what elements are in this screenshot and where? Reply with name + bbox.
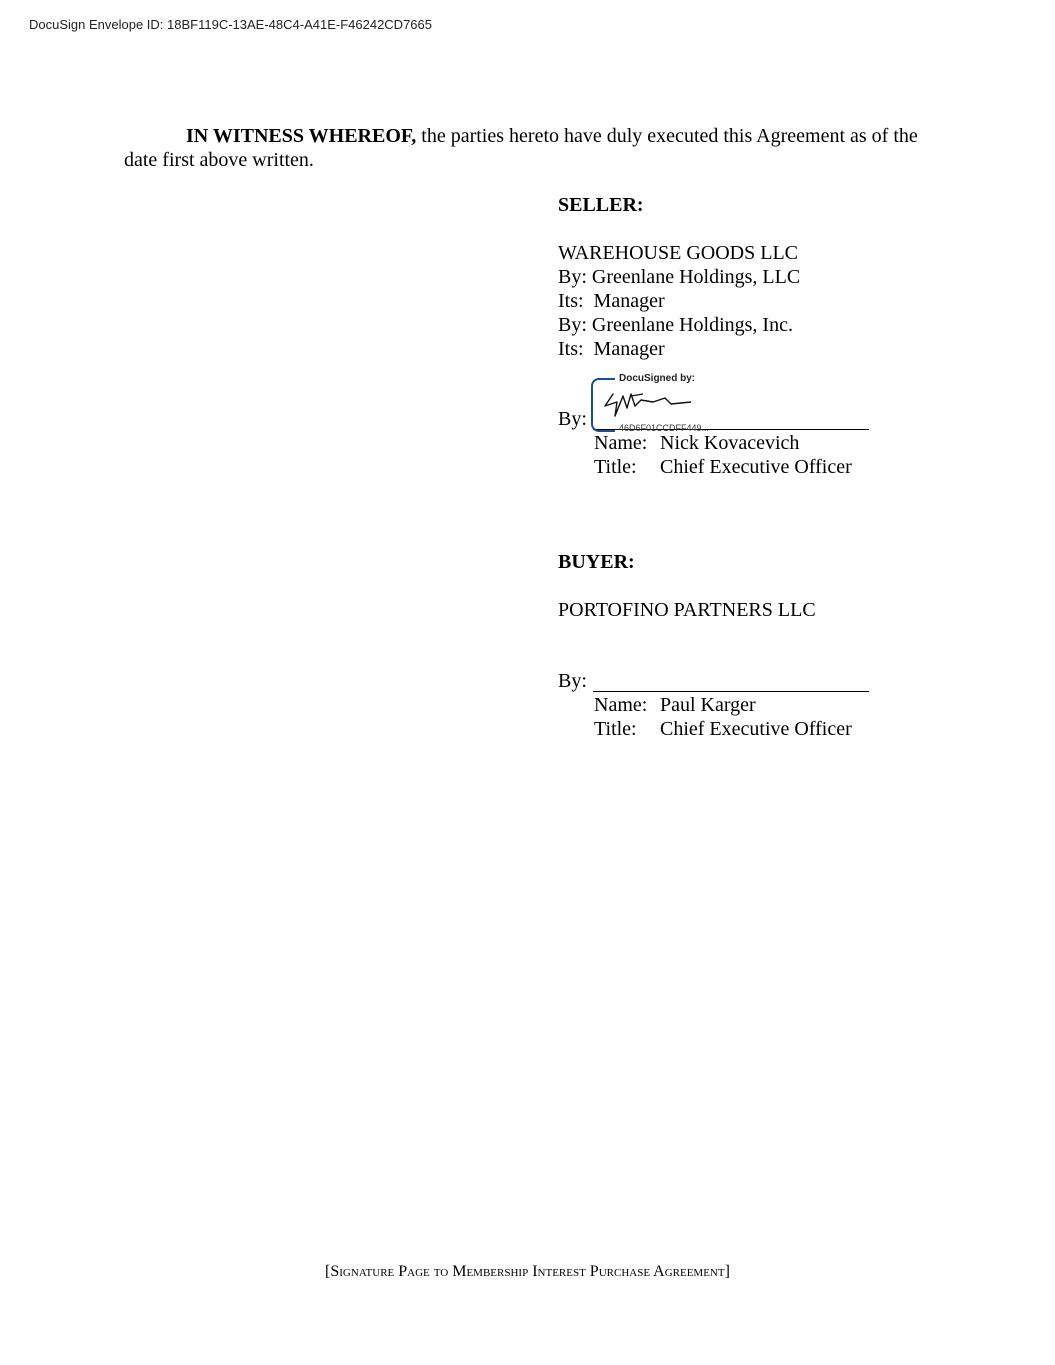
seller-entity-block (558, 241, 800, 361)
buyer-officer (594, 693, 852, 741)
seller-by-label: By: (558, 408, 587, 430)
buyer-name-value: Paul Karger (660, 694, 756, 716)
seller-title-label: Title: (594, 456, 637, 478)
seller-company: WAREHOUSE GOODS LLC (558, 242, 798, 264)
witness-lead: IN WITNESS WHEREOF, (186, 125, 417, 147)
buyer-title-value: Chief Executive Officer (660, 718, 852, 740)
witness-text: the parties hereto have duly executed this Agreement as of the date first above written. (124, 125, 918, 171)
buyer-signature-line (593, 669, 869, 692)
stamp-header: DocuSigned by: (619, 373, 696, 384)
seller-name-value: Nick Kovacevich (660, 432, 800, 454)
seller-its-1: Its: Manager (558, 290, 665, 312)
buyer-by-label: By: (558, 670, 587, 692)
envelope-id: DocuSign Envelope ID: 18BF119C-13AE-48C4-A41E-F46242CD7665 (29, 17, 432, 32)
docusign-stamp (591, 372, 731, 434)
seller-name-label: Name: (594, 432, 648, 454)
seller-officer (594, 431, 852, 479)
handwritten-signature (601, 384, 691, 420)
seller-by-2: By: Greenlane Holdings, Inc. (558, 314, 793, 336)
seller-title-value: Chief Executive Officer (660, 456, 852, 478)
seller-heading: SELLER: (558, 194, 644, 216)
seller-by-1: By: Greenlane Holdings, LLC (558, 266, 801, 288)
buyer-company: PORTOFINO PARTNERS LLC (558, 599, 816, 621)
buyer-name-label: Name: (594, 694, 648, 716)
buyer-heading: BUYER: (558, 551, 635, 573)
page-footer: [Signature Page to Membership Interest Purchase Agreement] (325, 1263, 730, 1280)
stamp-code: 46D6F01CCDFF449... (619, 423, 710, 433)
seller-its-2: Its: Manager (558, 338, 665, 360)
buyer-title-label: Title: (594, 718, 637, 740)
witness-paragraph (124, 124, 936, 172)
